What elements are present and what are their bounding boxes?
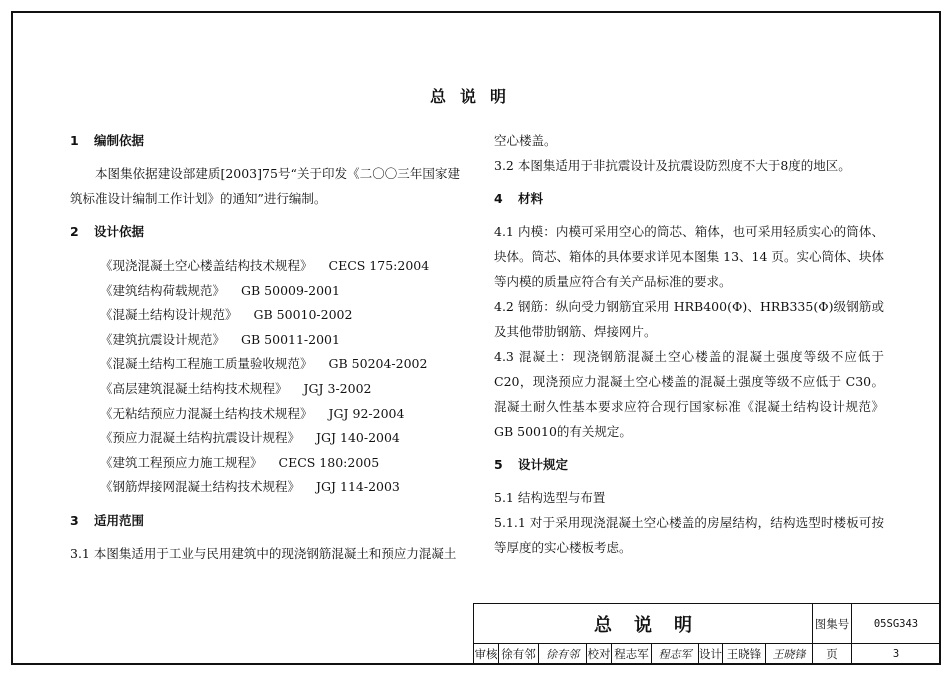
paragraph-4-1: 4.1 内模：内模可采用空心的筒芯、箱体，也可采用轻质实心的筒体、块体。筒芯、箱体的具体要求详见本图集 13、14 页。实心筒体、块体等内模的质量应符合有关产品标准的要求。 bbox=[494, 224, 884, 289]
reference-item: 《混凝土结构工程施工质量验收规范》 GB 50204-2002 bbox=[100, 356, 428, 372]
atlas-number-label: 图集号 bbox=[812, 604, 852, 644]
review-label: 审核 bbox=[474, 644, 499, 664]
designer-signature: 王晓锋 bbox=[772, 648, 806, 661]
reference-list bbox=[70, 254, 460, 500]
reference-item: 《钢筋焊接网混凝土结构技术规程》 JGJ 114-2003 bbox=[100, 479, 400, 495]
checker-signature: 程志军 bbox=[652, 644, 699, 664]
paragraph-3-1: 3.1 本图集适用于工业与民用建筑中的现浇钢筋混凝土和预应力混凝土 bbox=[70, 545, 457, 561]
reference-item: 《建筑结构荷载规范》 GB 50009-2001 bbox=[100, 282, 340, 298]
reference-item: 《建筑抗震设计规范》 GB 50011-2001 bbox=[100, 331, 340, 347]
section-1-heading: 1 编制依据 bbox=[70, 133, 145, 148]
reference-item: 《高层建筑混凝土结构技术规程》 JGJ 3-2002 bbox=[100, 380, 372, 396]
reference-item: 《建筑工程预应力施工规程》 CECS 180:2005 bbox=[100, 454, 380, 470]
design-label: 设计 bbox=[699, 644, 723, 664]
section-2-heading: 2 设计依据 bbox=[70, 224, 145, 239]
reference-item: 《混凝土结构设计规范》 GB 50010-2002 bbox=[100, 307, 353, 323]
title-block-title: 总说明 bbox=[474, 604, 812, 644]
left-column bbox=[70, 128, 460, 566]
paragraph-5-1: 5.1 结构选型与布置 bbox=[494, 490, 606, 505]
reviewer-name: 徐有邻 bbox=[499, 644, 539, 664]
paragraph-4-3: 4.3 混凝土：现浇钢筋混凝土空心楼盖的混凝土强度等级不应低于 C20，现浇预应力混凝土空心楼盖的混凝土强度等级不应低于 C30。混凝土耐久性基本要求应符合现行国家标准《混凝土结构设计规范》GB 50010的有关规定。 bbox=[494, 349, 884, 439]
page-title: 总说明 bbox=[429, 87, 520, 106]
atlas-number: 05SG343 bbox=[852, 604, 940, 644]
checker-name: 程志军 bbox=[612, 644, 652, 664]
section-3-heading: 3 适用范围 bbox=[70, 512, 145, 528]
reference-item: 《现浇混凝土空心楼盖结构技术规程》 CECS 175:2004 bbox=[100, 258, 430, 273]
reference-item: 《无粘结预应力混凝土结构技术规程》 JGJ 92-2004 bbox=[100, 405, 405, 421]
paragraph-5-1-1: 5.1.1 对于采用现浇混凝土空心楼盖的房屋结构，结构选型时楼板可按等厚度的实心楼板考虑。 bbox=[494, 515, 884, 555]
designer-name: 王晓锋 bbox=[723, 644, 766, 664]
page-label: 页 bbox=[812, 644, 852, 664]
paragraph-4-2: 4.2 钢筋：纵向受力钢筋宜采用 HRB400(Ф)、HRB335(Ф)级钢筋或及其他带肋钢筋、焊接网片。 bbox=[494, 299, 884, 339]
section-4-heading: 4 材料 bbox=[494, 191, 544, 206]
title-block bbox=[473, 603, 939, 663]
paragraph-3-1-continued: 空心楼盖。 bbox=[494, 133, 557, 148]
right-column bbox=[494, 128, 884, 560]
paragraph-3-2: 3.2 本图集适用于非抗震设计及抗震设防烈度不大于8度的地区。 bbox=[494, 158, 851, 173]
check-label: 校对 bbox=[587, 644, 612, 664]
page-number: 3 bbox=[892, 648, 900, 660]
reference-item: 《预应力混凝土结构抗震设计规程》 JGJ 140-2004 bbox=[100, 430, 400, 446]
reviewer-signature: 徐有邻 bbox=[539, 644, 587, 664]
section-1-body: 本图集依据建设部建质[2003]75号“关于印发《二〇〇三年国家建筑标准设计编制工作计划》的通知”进行编制。 bbox=[70, 166, 460, 206]
section-5-heading: 5 设计规定 bbox=[494, 457, 569, 472]
